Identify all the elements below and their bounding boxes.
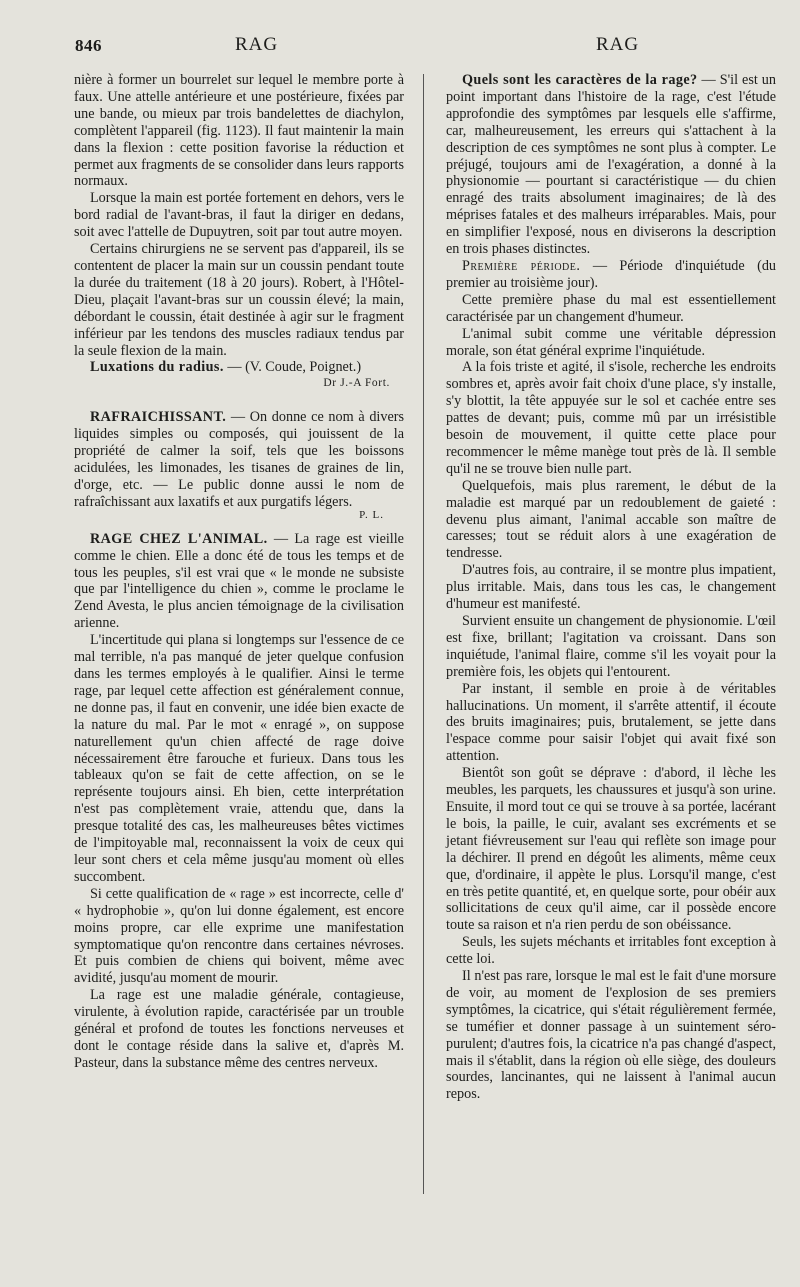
signature-pl: P. L. — [359, 508, 384, 521]
paragraph-survient: Survient ensuite un changement de physionomie. L'œil est fixe, brillant; l'agitation va croissant. Dans son inquiétude, l'animal flaire, comme s'il les voyait pour la première fois, les objets qui l'entourent. — [446, 613, 776, 680]
paragraph-incertitude: L'incertitude qui plana si longtemps sur l'essence de ce mal terrible, n'a pas manqué de jeter quelque confusion dans les termes employés à le qualifier. Ainsi le terme rage, par lequel cette affection est généralement connue, ne donne pas, il faut en convenir, une idée bien exacte de la nature du mal. Par le mot « enragé », on suppose naturellement qu'un chien affecté de rage doive nécessairement être farouche et furieux. Dans tous les tableaux qu'on se fait de cette affection, on se le représente toujours ainsi. Eh bien, cette interprétation n'est pas complètement vraie, attendu que, dans la presque totalité des cas, les malheureuses bêtes victimes de l'impitoyable mal, reconnaissent la voix de ceux qui leur sont chers et cela même jusqu'au moment où elles succombent. — [74, 632, 404, 885]
period-text: — Période d'inquiétude (du premier au troisième jour). — [446, 257, 777, 291]
right-column — [446, 72, 776, 1103]
left-column — [74, 72, 404, 1072]
paragraph-autres: D'autres fois, au contraire, il se montre plus impatient, plus irritable. Mais, dans tous les cas, le changement d'humeur est manifesté. — [446, 562, 776, 613]
paragraph-seuls: Seuls, les sujets méchants et irritables font exception à cette loi. — [446, 934, 776, 968]
paragraph-animal: L'animal subit comme une véritable dépression morale, son état général exprime l'inquiétude. — [446, 325, 776, 359]
paragraph-gout: Bientôt son goût se déprave : d'abord, il lèche les meubles, les parquets, les chaussures et jusqu'à son urine. Ensuite, il mord tout ce qui se trouve à sa portée, lacérant le bois, la paille, le cuir, avalant ses excréments et se jetant fiévreusement sur l'eau qui reflète son image pour la déchirer. Il prend en dégoût les aliments, même ceux que, d'ordinaire, il appète le plus. Lorsqu'il mange, c'est en très petite quantité, et, en quelque sorte, pour obéir aux sollicitations de ceux qu'il aime, car il possède encore toute sa raison et n'a rien perdu de son obéissance. — [446, 765, 776, 934]
paragraph-appareil: nière à former un bourrelet sur lequel le membre porte à faux. Une attelle antérieure et une postérieure, fixées par une bande, ou mieux par trois bandelettes de diachylon, complètent l'appareil (fig. 1123). Il faut maintenir la main dans la flexion : cette position favorise la réduction et permet aux fragments de se consolider dans leurs rapports normaux. — [74, 72, 404, 190]
question-text: — S'il est un point important dans l'histoire de la rage, c'est l'étude approfondie des symptômes par lesquels elle s'affirme, car, malheureusement, les erreurs qui s'attachent à la description de ces symptômes ne sont plus à compter. Le préjugé, toujours ami de l'exagération, a donné à la physionomie — pourtant si caractéristique — du chien enragé des traits absolument imaginaires; de là des méprises fatales et des malheurs irréparables. Mais, pour en simplifier l'exposé, nous en diviserons la description en trois phases distinctes. — [446, 72, 776, 258]
luxations-heading: Luxations du radius. — [90, 359, 224, 376]
luxations-entry — [74, 359, 404, 376]
paragraph-quelquefois: Quelquefois, mais plus rarement, le début de la maladie est marqué par un redoublement de gaieté : devenu plus aimant, l'animal accable son maître de caresses; tout se réduit alors à une exagération de tendresse. — [446, 477, 776, 562]
paragraph-dupuytren: Lorsque la main est portée fortement en dehors, vers le bord radial de l'avant-bras, il faut la diriger en dedans, soit avec l'attelle de Dupuytren, soit par tout autre moyen. — [74, 190, 404, 241]
page-number: 846 — [75, 36, 102, 55]
rage-text: — La rage est vieille comme le chien. Elle a donc été de tous les temps et de tous les peuples, s'il est vrai que « le monde ne subsiste que par l'intelligence du chien », comme le proclame le Zend Avesta, le plus ancien témoignage de la civilisation arienne. — [74, 530, 404, 632]
running-head-left: RAG — [235, 34, 279, 55]
paragraph-hydrophobie: Si cette qualification de « rage » est incorrecte, celle d' « hydrophobie », qu'on lui donne également, est encore moins propre, car elle exprime une manifestation symptomatique qu'on rencontre dans certaines névroses. Et puis combien de chiens qui boivent, même avec avidité, jusqu'au moment de mourir. — [74, 885, 404, 987]
running-head-right: RAG — [596, 34, 640, 55]
rafraichissant-entry — [74, 409, 404, 510]
period-entry — [446, 258, 776, 292]
spacer — [74, 521, 404, 531]
paragraph-instant: Par instant, il semble en proie à de véritables hallucinations. Un moment, il s'arrête attentif, il écoute des bruits imaginaires; puis, brutalement, se jette dans l'espace comme pour saisir l'objet qui avait fixé son attention. — [446, 680, 776, 765]
paragraph-triste: A la fois triste et agité, il s'isole, recherche les endroits sombres et, après avoir fait choix d'une place, s'y installe, s'y blottit, la tête appuyée sur le sol et cachée entre ses pattes de devant; puis, comme mû par un irrésistible besoin de mouvement, il quitte cette place pour recommencer le même manège tout près de là. Il semble qu'il ne se trouve bien nulle part. — [446, 359, 776, 477]
luxations-reference: — (V. Coude, Poignet.) — [223, 359, 362, 376]
signature-fort: Dr J.-A Fort. — [323, 377, 390, 390]
page-header — [0, 30, 800, 60]
question-entry — [446, 72, 776, 258]
paragraph-phase: Cette première phase du mal est essentiellement caractérisée par un changement d'humeur. — [446, 291, 776, 325]
column-divider — [423, 74, 424, 1194]
spacer — [74, 389, 404, 409]
rafraichissant-text: — On donne ce nom à divers liquides simples ou composés, qui jouissent de la propriété de calmer la soif, tels que les boissons acidulées, les limonades, les tisanes de graines de lin, d'orge, etc. — Le public donne aussi le nom de rafraîchissant aux laxatifs et aux purgatifs légers. — [74, 409, 404, 510]
rafraichissant-heading: RAFRAICHISSANT. — [90, 409, 227, 426]
rage-entry — [74, 531, 404, 632]
period-label: Première période. — [462, 257, 581, 274]
question-heading: Quels sont les caractères de la rage? — [462, 72, 698, 88]
paragraph-maladie: La rage est une maladie générale, contagieuse, virulente, à évolution rapide, caractérisée par un trouble général et profond de toutes les fonctions nerveuses et dont le contage réside dans la salive et, d'après M. Pasteur, dans la substance même des centres nerveux. — [74, 987, 404, 1071]
paragraph-rare: Il n'est pas rare, lorsque le mal est le fait d'une morsure de voir, au moment de l'explosion de ses premiers symptômes, la cicatrice, qui s'était régulièrement fermée, se tuméfier et donner passage à un suintement séro-purulent; d'autres fois, la cicatrice n'a pas changé d'aspect, mais il s'établit, dans la région où elle siège, des douleurs sourdes, lancinantes, qui ne laissent à l'animal aucun repos. — [446, 968, 776, 1103]
paragraph-chirurgiens: Certains chirurgiens ne se servent pas d'appareil, ils se contentent de placer la main sur un coussin pendant toute la durée du traitement (18 à 20 jours). Robert, à l'Hôtel-Dieu, plaçait l'avant-bras sur un coussin élevé; la main, débordant le coussin, était destinée à agir sur le fragment inférieur par les tendons des muscles radiaux tendus par la seule flexion de la main. — [74, 241, 404, 359]
rage-heading: RAGE CHEZ L'ANIMAL. — [90, 530, 268, 547]
